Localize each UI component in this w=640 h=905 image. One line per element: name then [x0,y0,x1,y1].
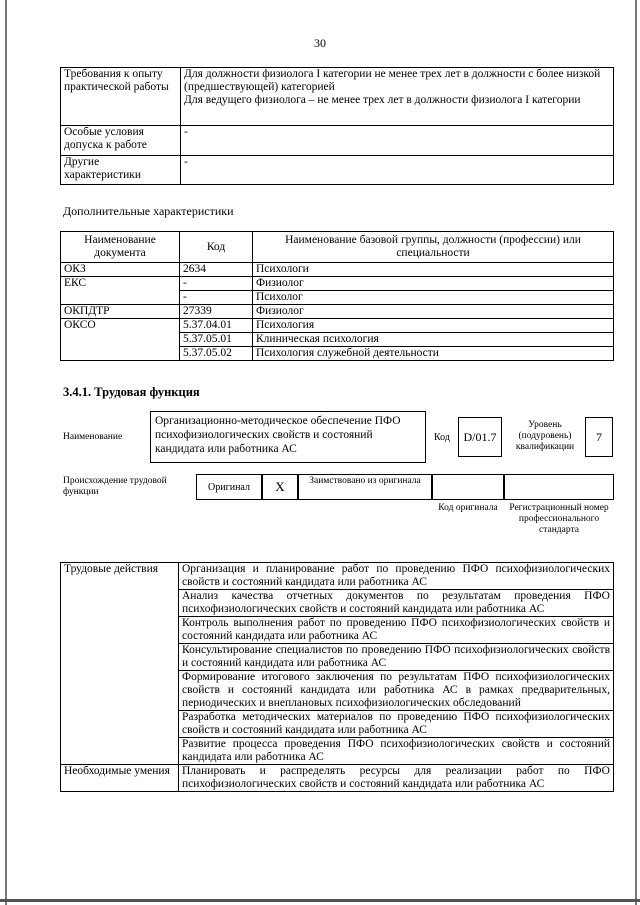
header-cell: Наименование базовой группы, должности (профессии) или специальности [253,232,614,263]
code-original-cell [432,474,504,500]
header-cell: Код [180,232,253,263]
scan-edge-bottom [0,899,640,902]
row-label: Требования к опыту практической работы [61,68,181,126]
table-row [61,68,614,126]
code-original-label: Код оригинала [438,503,498,513]
action-item: Разработка методических материалов по проведению ПФО психофизиологических свойств и состояний кандидата или работника АС [179,711,614,738]
doc-cell: ОКЗ [61,263,180,277]
table-row [61,156,614,185]
action-item: Консультирование специалистов по проведению ПФО психофизиологических свойств и состояний кандидата или работника АС [179,644,614,671]
skill-item: Планировать и распределять ресурсы для реализации работ по ПФО психофизиологических свойств и состояний кандидата или работника АС [179,765,614,792]
row-value-line: Для ведущего физиолога – не менее трех лет в должности физиолога I категории [184,94,581,106]
name-cell: Психология [253,319,614,333]
table-row [61,277,614,291]
code-cell: 5.37.04.01 [180,319,253,333]
original-cell: Оригинал [196,474,262,500]
name-cell: Физиолог [253,305,614,319]
row-label: Другие характеристики [61,156,181,185]
doc-cell: ОКПДТР [61,305,180,319]
requirements-table [60,67,614,185]
qualification-level-label: Уровень (подуровень) квалификации [515,420,575,452]
registration-number-label: Регистрационный номер профессионального стандарта [509,503,609,535]
labour-actions-table [60,562,614,792]
original-mark-cell: X [262,474,298,500]
scan-edge-right [635,0,637,905]
code-cell: 27339 [180,305,253,319]
row-value: - [181,126,614,156]
actions-label: Трудовые действия [61,563,179,765]
code-label: Код [434,432,450,443]
row-label: Особые условия допуска к работе [61,126,181,156]
origin-label: Происхождение трудовой функции [63,476,167,497]
name-cell: Психолог [253,291,614,305]
name-label: Наименование [63,432,123,442]
name-cell: Клиническая психология [253,333,614,347]
code-box: D/01.7 [458,417,502,457]
page-number: 30 [314,36,326,50]
code-cell: 5.37.05.02 [180,347,253,361]
section-title: 3.4.1. Трудовая функция [63,385,200,399]
code-cell: - [180,291,253,305]
scan-edge-left [5,0,7,905]
action-item: Анализ качества отчетных документов по результатам проведения ПФО психофизиологических свойств и состояний кандидата или работника АС [179,590,614,617]
name-cell: Психология служебной деятельности [253,347,614,361]
table-row [61,126,614,156]
function-name-box: Организационно-методическое обеспечение ПФО психофизиологических свойств и состояний кандидата или работника АС [150,411,426,463]
code-cell: 5.37.05.01 [180,333,253,347]
table-row [61,263,614,277]
code-cell: - [180,277,253,291]
doc-cell: ЕКС [61,277,180,305]
name-cell: Физиолог [253,277,614,291]
skills-label: Необходимые умения [61,765,179,792]
registration-number-cell [504,474,614,500]
table-row [61,319,614,333]
action-item: Развитие процесса проведения ПФО психофизиологических свойств и состояний кандидата или работника АС [179,738,614,765]
header-cell: Наименование документа [61,232,180,263]
qualification-level-box: 7 [585,417,613,457]
table-header-row [61,232,614,263]
additional-characteristics-table [60,231,614,361]
name-cell: Психологи [253,263,614,277]
row-value [181,68,614,126]
doc-cell: ОКСО [61,319,180,361]
code-cell: 2634 [180,263,253,277]
action-item: Контроль выполнения работ по проведению ПФО психофизиологических свойств и состояний кандидата или работника АС [179,617,614,644]
table-row [61,563,614,590]
row-value: - [181,156,614,185]
action-item: Организация и планирование работ по проведению ПФО психофизиологических свойств и состояний кандидата или работника АС [179,563,614,590]
row-value-line: Для должности физиолога I категории не менее трех лет в должности с более низкой (предшествующей) категорией [184,68,601,93]
additional-characteristics-title: Дополнительные характеристики [63,204,234,218]
action-item: Формирование итогового заключения по результатам ПФО психофизиологических свойств и состояний кандидата или работника АС в рамках предварительных, периодических и внеплановых психофизиологических обследований [179,671,614,711]
table-row [61,765,614,792]
table-row [61,305,614,319]
borrowed-cell: Заимствовано из оригинала [298,474,432,500]
